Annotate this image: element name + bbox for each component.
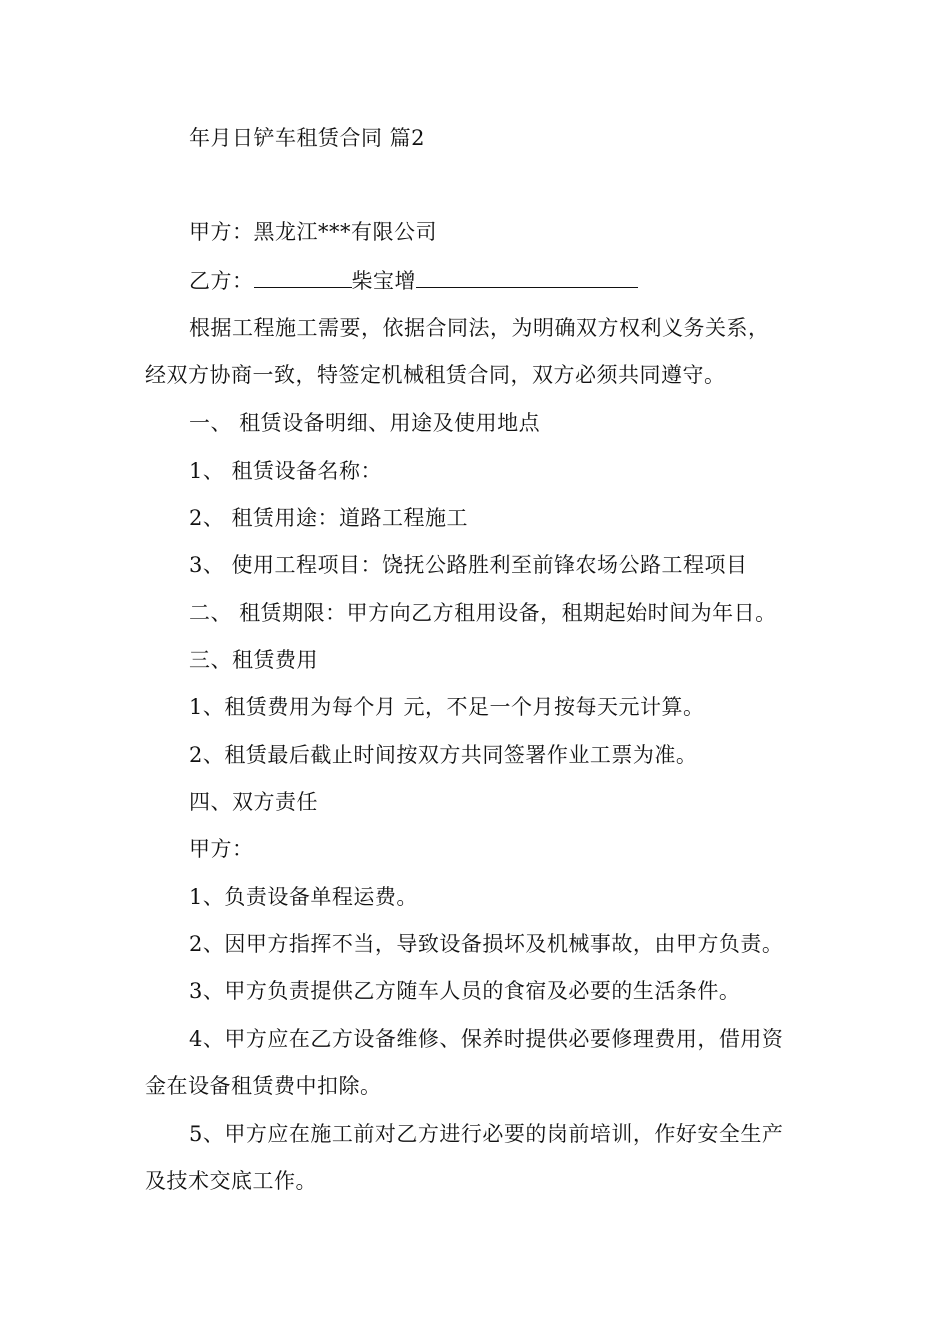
section-1-item-2: 2、 租赁用途：道路工程施工 bbox=[189, 506, 469, 530]
intro-line-1: 根据工程施工需要，依据合同法，为明确双方权利义务关系， bbox=[189, 316, 770, 340]
section-3-heading: 三、租赁费用 bbox=[189, 648, 318, 672]
section-3-item-1: 1、租赁费用为每个月 元，不足一个月按每天元计算。 bbox=[189, 695, 705, 719]
party-b-name: 柴宝增 bbox=[351, 269, 416, 293]
party-b-prefix: 乙方： bbox=[189, 269, 254, 293]
blank-underline bbox=[254, 265, 352, 288]
party-a-item-5-line-1: 5、甲方应在施工前对乙方进行必要的岗前培训，作好安全生产 bbox=[189, 1122, 784, 1146]
party-a-line: 甲方：黑龙江***有限公司 bbox=[189, 220, 437, 244]
party-a-label: 甲方： bbox=[189, 837, 254, 861]
section-2-heading: 二、 租赁期限：甲方向乙方租用设备，租期起始时间为年日。 bbox=[189, 601, 777, 625]
party-a-item-2: 2、因甲方指挥不当，导致设备损坏及机械事故，由甲方负责。 bbox=[189, 932, 784, 956]
section-1-item-3: 3、 使用工程项目：饶抚公路胜利至前锋农场公路工程项目 bbox=[189, 553, 748, 577]
section-4-heading: 四、双方责任 bbox=[189, 790, 318, 814]
blank-underline bbox=[416, 265, 638, 288]
document-title: 年月日铲车租赁合同 篇2 bbox=[189, 126, 426, 150]
party-a-item-5-line-2: 及技术交底工作。 bbox=[145, 1169, 317, 1193]
section-1-heading: 一、 租赁设备明细、用途及使用地点 bbox=[189, 411, 541, 435]
party-a-item-4-line-2: 金在设备租赁费中扣除。 bbox=[145, 1074, 382, 1098]
party-a-item-3: 3、甲方负责提供乙方随车人员的食宿及必要的生活条件。 bbox=[189, 979, 741, 1003]
party-b-line bbox=[189, 265, 638, 296]
party-a-item-1: 1、负责设备单程运费。 bbox=[189, 885, 418, 909]
section-1-item-1: 1、 租赁设备名称： bbox=[189, 459, 383, 483]
section-3-item-2: 2、租赁最后截止时间按双方共同签署作业工票为准。 bbox=[189, 743, 698, 767]
party-a-item-4-line-1: 4、甲方应在乙方设备维修、保养时提供必要修理费用，借用资 bbox=[189, 1027, 784, 1051]
intro-line-2: 经双方协商一致，特签定机械租赁合同，双方必须共同遵守。 bbox=[145, 363, 726, 387]
